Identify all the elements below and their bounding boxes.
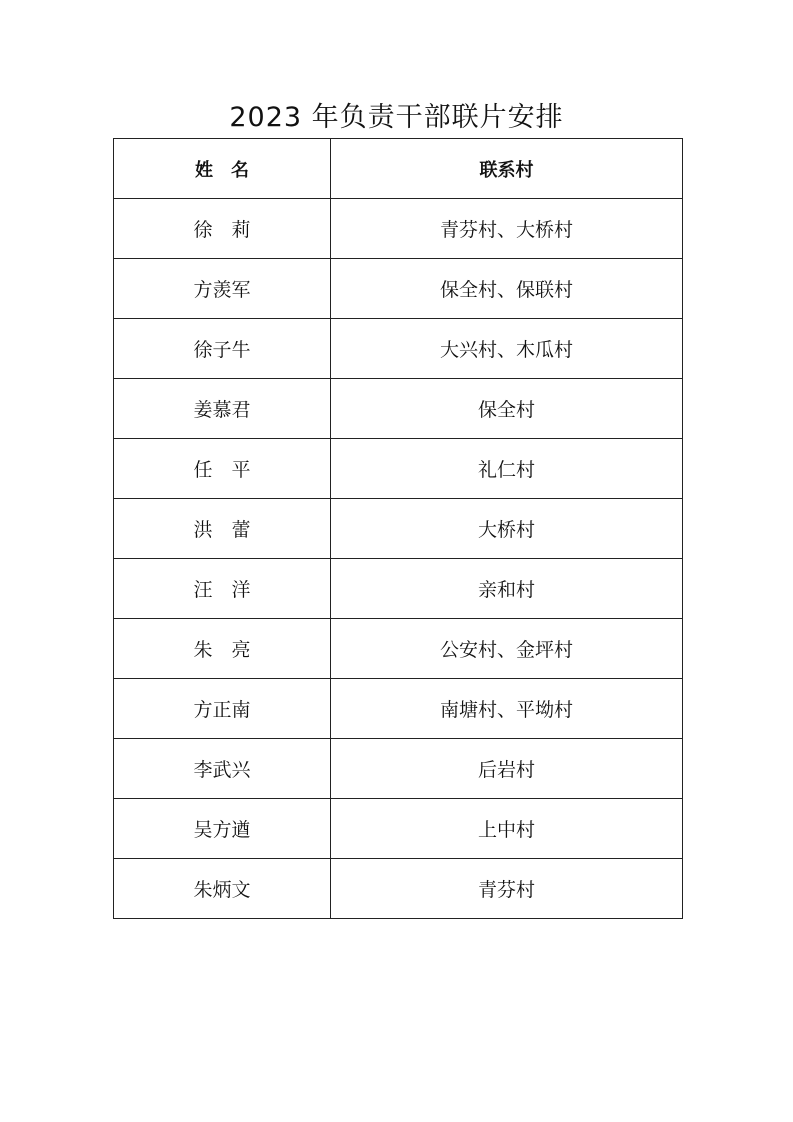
cell-name: 任 平 — [114, 439, 331, 499]
cell-village: 上中村 — [331, 799, 683, 859]
cell-name: 徐 莉 — [114, 199, 331, 259]
cell-village: 保全村、保联村 — [331, 259, 683, 319]
table-row — [114, 319, 683, 379]
table-row — [114, 199, 683, 259]
cell-village: 亲和村 — [331, 559, 683, 619]
cell-village: 后岩村 — [331, 739, 683, 799]
cell-name: 方正南 — [114, 679, 331, 739]
header-name: 姓 名 — [114, 139, 331, 199]
cell-name: 汪 洋 — [114, 559, 331, 619]
cell-name: 徐子牛 — [114, 319, 331, 379]
table-row — [114, 439, 683, 499]
cell-name: 洪 蕾 — [114, 499, 331, 559]
cell-village: 公安村、金坪村 — [331, 619, 683, 679]
cell-village: 大兴村、木瓜村 — [331, 319, 683, 379]
cell-village: 青芬村、大桥村 — [331, 199, 683, 259]
table-row — [114, 799, 683, 859]
cell-name: 方羡军 — [114, 259, 331, 319]
cell-name: 朱 亮 — [114, 619, 331, 679]
cell-village: 南塘村、平坳村 — [331, 679, 683, 739]
cell-village: 礼仁村 — [331, 439, 683, 499]
cell-name: 李武兴 — [114, 739, 331, 799]
page-title: 2023 年负责干部联片安排 — [229, 102, 564, 133]
table-header-row — [114, 139, 683, 199]
table-row — [114, 859, 683, 919]
cell-name: 朱炳文 — [114, 859, 331, 919]
assignment-table — [113, 138, 683, 919]
table-row — [114, 379, 683, 439]
header-village: 联系村 — [331, 139, 683, 199]
cell-village: 青芬村 — [331, 859, 683, 919]
table-row — [114, 259, 683, 319]
cell-name: 姜慕君 — [114, 379, 331, 439]
cell-name: 吴方遒 — [114, 799, 331, 859]
cell-village: 大桥村 — [331, 499, 683, 559]
table-row — [114, 499, 683, 559]
table-row — [114, 619, 683, 679]
table-row — [114, 559, 683, 619]
cell-village: 保全村 — [331, 379, 683, 439]
table-row — [114, 679, 683, 739]
table-row — [114, 739, 683, 799]
